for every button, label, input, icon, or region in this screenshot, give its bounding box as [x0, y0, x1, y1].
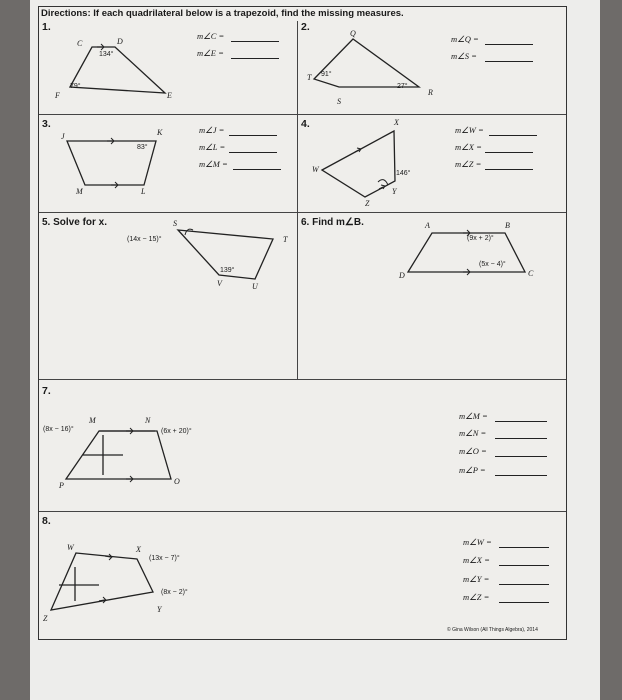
- vertex-S: S: [173, 219, 177, 228]
- measure-Z-label: m∠Z =: [463, 592, 490, 602]
- problem-1-number: 1.: [42, 21, 51, 33]
- problem-3-number: 3.: [42, 118, 51, 130]
- vertex-R: R: [428, 88, 433, 97]
- vertex-P: P: [59, 481, 64, 490]
- angle-146: 146°: [396, 170, 411, 177]
- angle-27: 27°: [397, 83, 408, 90]
- measure-M-label: m∠M =: [199, 159, 228, 169]
- problem-4-number: 4.: [301, 118, 310, 130]
- vertex-Z: Z: [365, 199, 370, 208]
- vertex-Y: Y: [157, 605, 162, 614]
- problem-7-number: 7.: [42, 385, 51, 397]
- vertex-D: D: [117, 37, 123, 46]
- vertex-Q: Q: [350, 29, 356, 38]
- measure-J-label: m∠J =: [199, 125, 225, 135]
- measure-P-label: m∠P =: [459, 465, 486, 475]
- measure-Z-label: m∠Z =: [455, 159, 482, 169]
- problem-2-number: 2.: [301, 21, 310, 33]
- measure-O-label: m∠O =: [459, 446, 487, 456]
- answer-Z-field[interactable]: [499, 602, 549, 603]
- vertex-W: W: [312, 165, 319, 174]
- measure-S-label: m∠S =: [451, 51, 477, 61]
- measure-X-label: m∠X =: [463, 555, 490, 565]
- worksheet: [38, 6, 567, 640]
- vertex-D: D: [399, 271, 405, 280]
- measure-Q-label: m∠Q =: [451, 34, 479, 44]
- measure-N-label: m∠N =: [459, 428, 487, 438]
- vertex-B: B: [505, 221, 510, 230]
- vertex-C: C: [528, 269, 534, 278]
- problem-8-number: 8.: [42, 515, 51, 527]
- vertex-T: T: [283, 235, 288, 244]
- vertex-X: X: [136, 545, 141, 554]
- angle-14x-15: (14x − 15)°: [127, 236, 162, 243]
- measure-E-label: m∠E =: [197, 48, 224, 58]
- vertex-S: S: [337, 97, 341, 106]
- vertex-U: U: [252, 282, 258, 291]
- angle-79: 79°: [70, 83, 81, 90]
- vertex-O: O: [174, 477, 180, 486]
- angle-83: 83°: [137, 144, 148, 151]
- vertex-Z: Z: [43, 614, 48, 623]
- measure-W-label: m∠W =: [463, 537, 492, 547]
- vertex-T: T: [307, 73, 312, 82]
- vertex-E: E: [167, 91, 172, 100]
- vertex-M: M: [76, 187, 83, 196]
- problem-5-prompt: 5. Solve for x.: [42, 217, 108, 228]
- angle-6x+20: (6x + 20)°: [161, 428, 192, 435]
- measure-Y-label: m∠Y =: [463, 574, 490, 584]
- vertex-F: F: [55, 91, 60, 100]
- angle-134: 134°: [99, 51, 114, 58]
- angle-91: 91°: [321, 71, 332, 78]
- vertex-L: L: [141, 187, 146, 196]
- vertex-C: C: [77, 39, 83, 48]
- vertex-N: N: [145, 416, 151, 425]
- directions-text: Directions: If each quadrilateral below is a trapezoid, find the missing measures.: [41, 8, 404, 19]
- vertex-J: J: [61, 132, 65, 141]
- angle-139: 139°: [220, 267, 235, 274]
- vertex-K: K: [157, 128, 163, 137]
- angle-5x-4: (5x − 4)°: [479, 261, 506, 268]
- measure-X-label: m∠X =: [455, 142, 482, 152]
- vertex-X: X: [394, 118, 399, 127]
- measure-W-label: m∠W =: [455, 125, 484, 135]
- measure-L-label: m∠L =: [199, 142, 226, 152]
- angle-8x-16: (8x − 16)°: [43, 426, 74, 433]
- vertex-W: W: [67, 543, 74, 552]
- problem-6-prompt: 6. Find m∠B.: [301, 217, 364, 228]
- angle-8x-2: (8x − 2)°: [161, 589, 188, 596]
- answer-Y-field[interactable]: [499, 584, 549, 585]
- copyright-footer: © Gina Wilson (All Things Algebra), 2014: [447, 627, 538, 633]
- vertex-Y: Y: [392, 187, 397, 196]
- answer-X-field[interactable]: [499, 565, 549, 566]
- angle-9x+2: (9x + 2)°: [467, 235, 494, 242]
- angle-13x-7: (13x − 7)°: [149, 555, 180, 562]
- measure-C-label: m∠C =: [197, 31, 225, 41]
- vertex-V: V: [217, 279, 222, 288]
- vertex-M: M: [89, 416, 96, 425]
- answer-W-field[interactable]: [499, 547, 549, 548]
- measure-M-label: m∠M =: [459, 411, 488, 421]
- vertex-A: A: [425, 221, 430, 230]
